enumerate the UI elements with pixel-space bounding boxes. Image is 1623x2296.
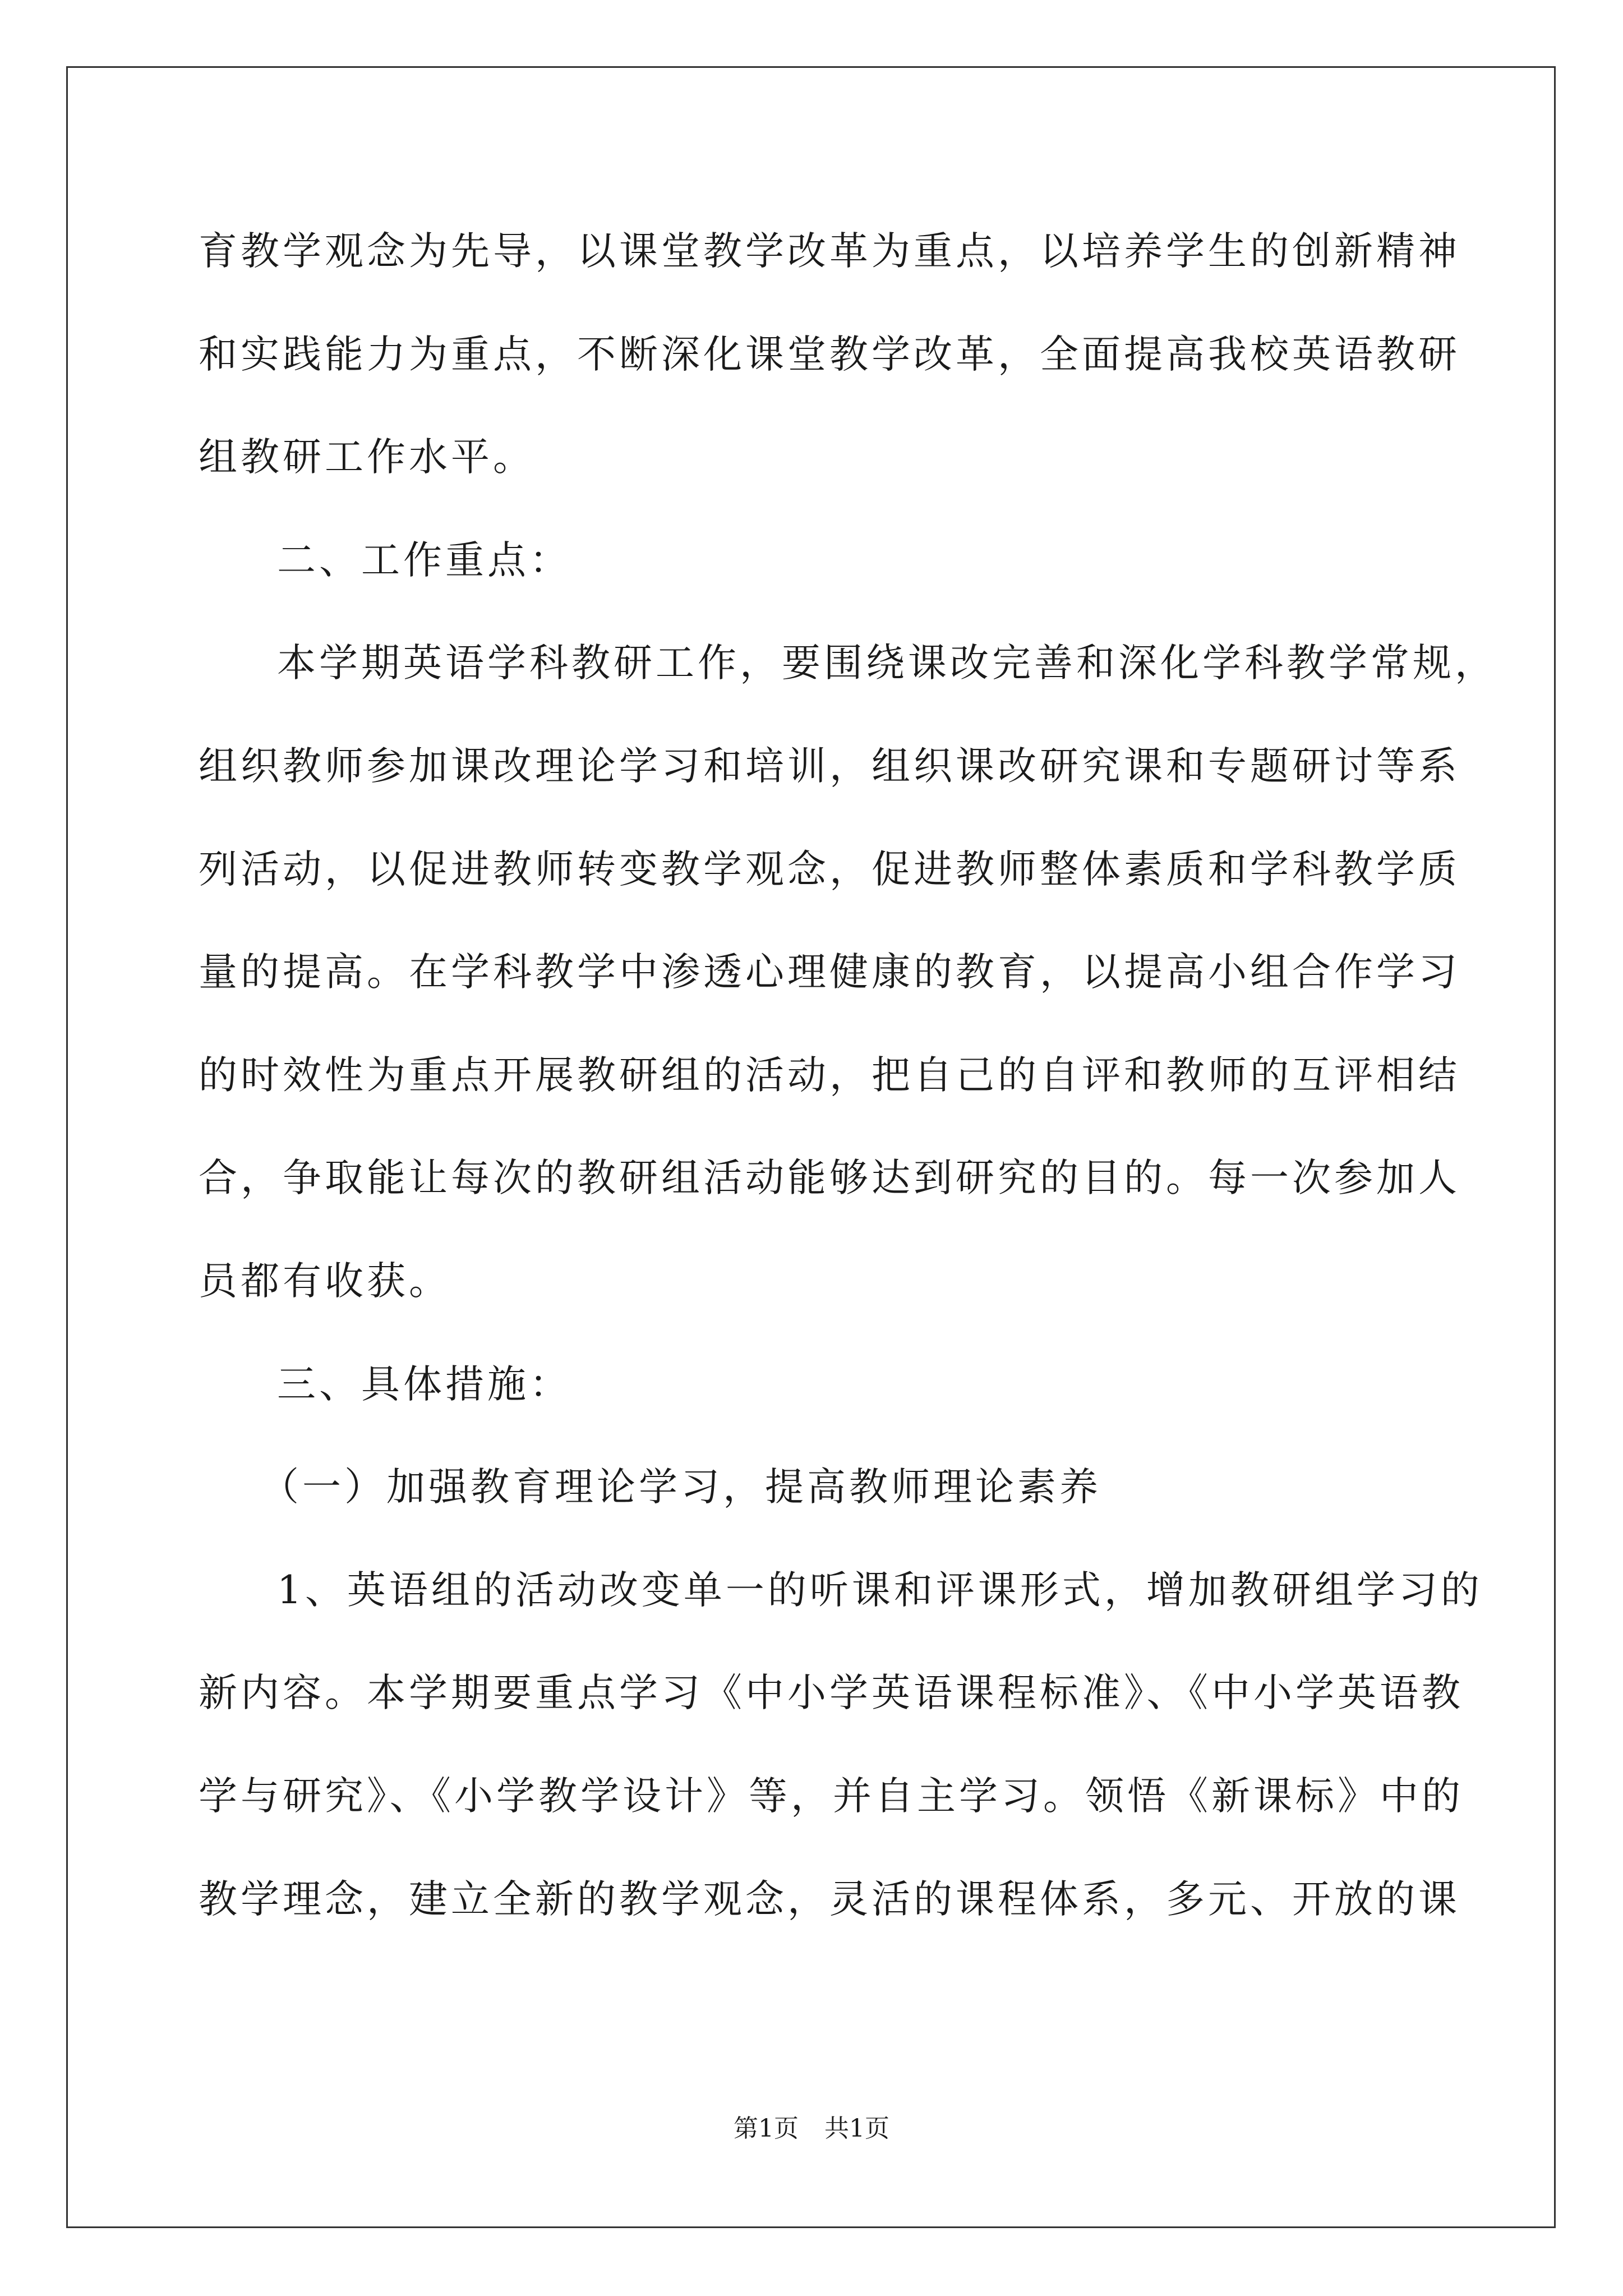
text-line: 本学期英语学科教研工作，要围绕课改完善和深化学科教学常规， [277,641,1497,686]
subsection-heading: （一）加强教育理论学习，提高教师理论素养 [260,1465,1101,1510]
document-body [199,223,1497,1974]
text-line: 1、英语组的活动改变单一的听课和评课形式，增加教研组学习的 [277,1567,1483,1613]
text-line: 育教学观念为先导，以课堂教学改革为重点，以培养学生的创新精神 [199,229,1460,274]
text-line: 量的提高。在学科教学中渗透心理健康的教育，以提高小组合作学习 [199,950,1460,995]
text-line: 组织教师参加课改理论学习和培训，组织课改研究课和专题研讨等系 [199,743,1460,789]
text-line: 组教研工作水平。 [199,435,535,480]
page-number-total: 共1页 [824,2114,889,2143]
text-line: 和实践能力为重点，不断深化课堂教学改革，全面提高我校英语教研 [199,332,1460,377]
section-heading: 二、工作重点： [277,537,571,583]
text-line: 列活动，以促进教师转变教学观念，促进教师整体素质和学科教学质 [199,846,1460,892]
text-line: 的时效性为重点开展教研组的活动，把自己的自评和教师的互评相结 [199,1052,1460,1098]
section-heading: 三、具体措施： [277,1361,571,1407]
text-line: 教学理念，建立全新的教学观念，灵活的课程体系，多元、开放的课 [199,1876,1460,1922]
text-line: 新内容。本学期要重点学习《中小学英语课程标准》、《中小学英语教 [199,1671,1464,1716]
text-line: 员都有收获。 [199,1258,451,1304]
text-line: 学与研究》、《小学教学设计》等，并自主学习。领悟《新课标》中的 [199,1773,1464,1819]
page-number-current: 第1页 [734,2114,799,2143]
text-line: 合，争取能让每次的教研组活动能够达到研究的目的。每一次参加人 [199,1156,1460,1201]
page-footer [0,2115,1623,2143]
